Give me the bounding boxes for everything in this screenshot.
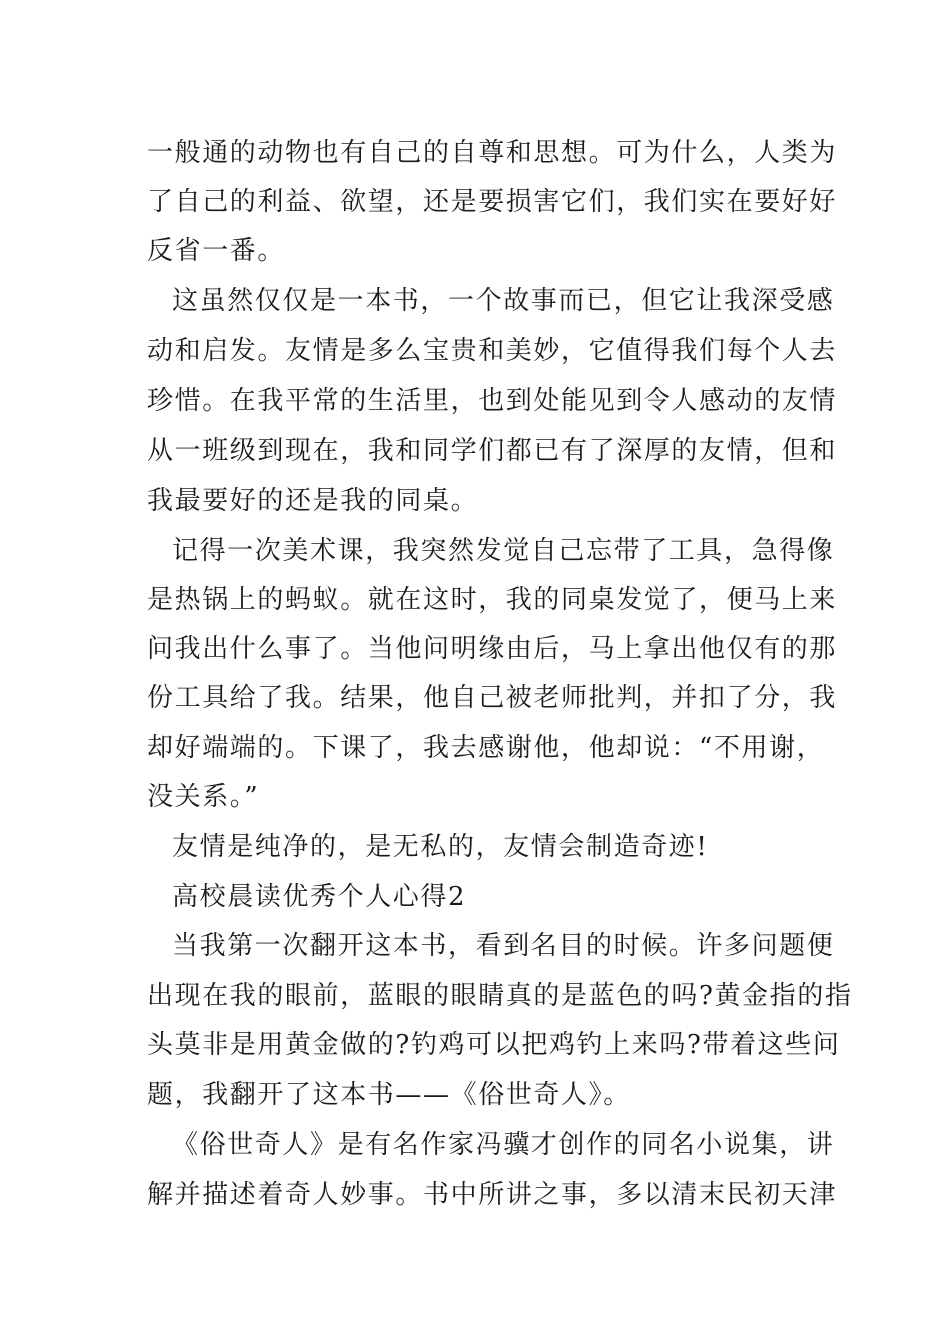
text-line: 题，我翻开了这本书——《俗世奇人》。: [147, 1080, 631, 1110]
text-line: 《俗世奇人》是有名作家冯骥才创作的同名小说集，讲: [172, 1130, 835, 1160]
text-line: 了自己的利益、欲望，还是要损害它们，我们实在要好好: [147, 187, 838, 217]
section-heading: 高校晨读优秀个人心得2: [172, 882, 467, 912]
text-line: 反省一番。: [147, 236, 286, 266]
text-line: 解并描述着奇人妙事。书中所讲之事，多以清末民初天津: [147, 1180, 838, 1210]
text-line: 动和启发。友情是多么宝贵和美妙，它值得我们每个人去: [147, 336, 838, 366]
text-line: 份工具给了我。结果，他自己被老师批判，并扣了分，我: [147, 683, 838, 713]
text-line: 这虽然仅仅是一本书，一个故事而已，但它让我深受感: [172, 286, 835, 316]
text-line: 却好端端的。下课了，我去感谢他，他却说：“不用谢，: [147, 733, 825, 763]
text-line: 没关系。”: [147, 782, 260, 812]
text-line: 一般通的动物也有自己的自尊和思想。可为什么，人类为: [147, 138, 838, 168]
text-line: 是热锅上的蚂蚁。就在这时，我的同桌发觉了，便马上来: [147, 585, 838, 615]
text-line: 当我第一次翻开这本书，看到名目的时候。许多问题便: [172, 931, 835, 961]
text-line: 问我出什么事了。当他问明缘由后，马上拿出他仅有的那: [147, 634, 838, 664]
text-line: 我最要好的还是我的同桌。: [147, 486, 479, 516]
text-line: 记得一次美术课，我突然发觉自己忘带了工具，急得像: [172, 536, 835, 566]
text-line: 珍惜。在我平常的生活里，也到处能见到令人感动的友情: [147, 386, 838, 416]
text-line: 出现在我的眼前，蓝眼的眼睛真的是蓝色的吗?黄金指的指: [147, 981, 853, 1011]
text-line: 友情是纯净的，是无私的，友情会制造奇迹!: [172, 832, 709, 862]
text-line: 头莫非是用黄金做的?钓鸡可以把鸡钓上来吗?带着这些问: [147, 1030, 841, 1060]
text-line: 从一班级到现在，我和同学们都已有了深厚的友情，但和: [147, 436, 838, 466]
